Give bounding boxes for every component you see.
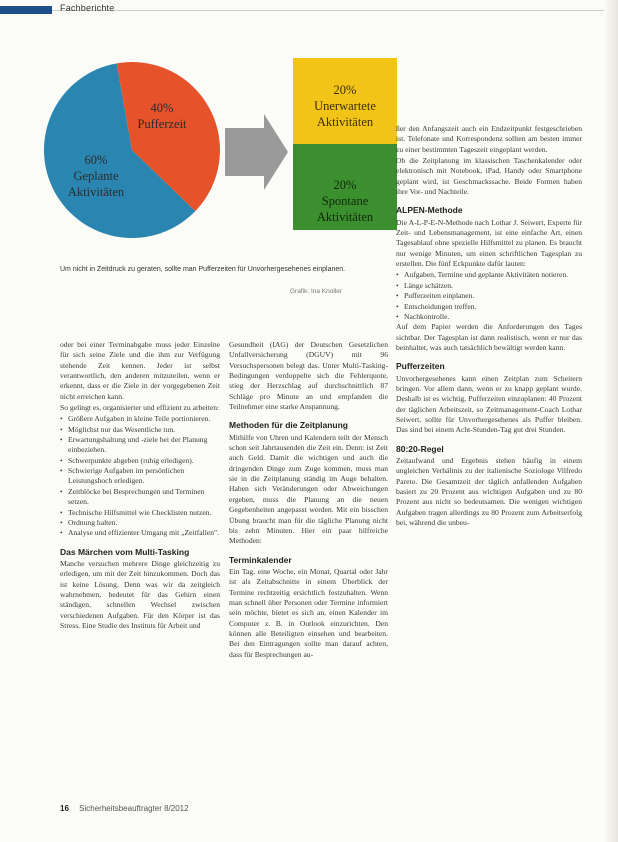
section-heading: Terminkalender [229,554,292,565]
paragraph: Ein Tag, eine Woche, ein Monat, Quartal oder Jahr ist als Zeitabschnitte in einem Überblick der Termine rechtzeitig ersichtlich festzuhalten. Wenn man schnell über Personen oder Termine informiert sein möchte, bietet es sich an, einen Kalender im Computer z. B. in Outlook einzurichten. Den können alle Beteiligten einsehen und bearbeiten. Bei den Eintragungen sollte man darauf achten, dass für Besprechungen au- [229,566,388,659]
column-right [396,124,582,529]
list-item: • Möglichst nur das Wesentliche tun. [60,425,220,435]
list-item: • Nachkontrolle. [396,312,582,322]
time-allocation-figure [40,40,420,262]
pie-label-buffer: Pufferzeit [137,117,187,131]
paragraph: Zeitaufwand und Ergebnis stehen häufig in einem ungleichen Verhältnis zu der italienische Soziologe Vilfredo Pareto. Die Gesamtzeit der täglich anfallenden Aufgaben basiert zu 20 Prozent aus wichtigen Aufgaben und zu 80 Prozent aus nicht so bedeutsamen. Die wenigen wichtigen Aufgaben tragen allerdings zu 80 Prozent zum Arbeitserfolg bei, während die unbeu- [396,455,582,528]
paragraph: Auf dem Papier werden die Anforderungen des Tages sichtbar. Der Tagesplan ist dann realistisch, wenn er nur das beinhaltet, was auch tatsächlich bewältigt werden kann. [396,322,582,352]
paragraph: oder bei einer Terminabgabe muss jeder Einzelne für sich seine Ziele und die ihm zur Verfügung stehende Zeit kennen. Jeder ist selbst verantwortlich, den anderen mitzuteilen, wenn er erkennt, dass er die Ziele in der vorgegebenen Zeit nicht erreichen kann. [60,340,220,401]
list-item: • Entscheidungen treffen. [396,302,582,312]
section-heading: Das Märchen vom Multi-Tasking [60,546,190,557]
paragraph: So gelingt es, organisierter und effizient zu arbeiten: [60,403,220,413]
paragraph: Ob die Zeitplanung im klassischen Taschenkalender oder elektronisch mit Notebook, iPad, Handy oder Smartphone geplant wird, ist Geschmackssache. Beide Formen haben ihre Vor- und Nachteile. [396,156,582,197]
list-item: • Schwierige Aufgaben im persönlichen Leistungshoch erledigen. [60,466,220,487]
paragraph: Mithilfe von Uhren und Kalendern teilt der Mensch schon seit Jahrtausenden die Zeit ein. Denn: ist Zeit auch Geld. Damit die wichtigen und auch die dringenden Dinge zum Zuge kommen, muss man sie in die Zeitplanung ständig im Auge behalten. Haben sich Veränderungen oder Abweichungen ergeben, muss die Planung an die neuen Gegebenheiten angepasst werden. Mit ein bisschen Übung braucht man für die tägliche Planung nicht bis zehn Minuten. Hier ein paar hilfreiche Methoden: [229,432,388,546]
page-edge-shadow [604,0,618,842]
box-unexpected-line2: Aktivitäten [316,115,374,129]
pie-label-buffer-pct: 40% [150,101,174,115]
pie-chart [44,62,220,238]
page-number: 16 [60,804,69,813]
header-accent-bar [0,6,52,14]
box-spontaneous-line2: Aktivitäten [316,210,374,224]
figure-caption: Um nicht in Zeitdruck zu geraten, sollte man Pufferzeiten für Unvorhergesehenes einplanen. [60,266,346,273]
box-spontaneous-line1: Spontane [321,194,369,208]
page-footer [60,804,189,813]
list-item: • Aufgaben, Termine und geplante Aktivitäten notieren. [396,270,582,280]
paragraph: Die A-L-P-E-N-Methode nach Lothar J. Seiwert, Experte für Zeit- und Lebensmanagement, ist eine einfache Art, einen Tagesablauf ohne spezielle Hilfsmittel zu planen. Es braucht nur wenige Minuten, um einen schriftlichen Tagesplan zu erstellen. Die fünf Eckpunkte dafür lauten: [396,217,582,269]
list-item: • Größere Aufgaben in kleine Teile portionieren. [60,414,220,424]
pie-label-planned-pct: 60% [84,153,108,167]
box-unexpected-pct: 20% [333,83,357,97]
list-item: • Länge schätzen. [396,281,582,291]
list-item: • Zeitblöcke bei Besprechungen und Terminen setzen. [60,487,220,508]
alpen-list [396,270,582,322]
list-item: • Ordnung halten. [60,518,220,528]
list-item: • Technische Hilfsmittel wie Checklisten nutzen. [60,508,220,518]
paragraph: Manche versuchen mehrere Dinge gleichzeitig zu erledigen, um mit der Zeit hinzukommen. Doch das ist keine Lösung. Denn was wir da zeitgleich wahrnehmen, bedeutet für das Gehirn einen ständigen, schnellen Wechsel zwischen verschiedenen Aufgaben. Für den Körper ist das Stress. Eine Studie des Instituts für Arbeit und [60,558,220,630]
list-item: • Pufferzeiten einplanen. [396,291,582,301]
tips-list [60,414,220,538]
section-heading: Methoden für die Zeitplanung [229,420,348,431]
column-middle [229,340,388,661]
section-heading: Pufferzeiten [396,361,445,372]
section-heading: 80:20-Regel [396,443,444,454]
box-spontaneous-pct: 20% [333,178,357,192]
pie-label-planned-1: Geplante [73,169,119,183]
list-item: • Erwartungshaltung und -ziele bei der Planung einbeziehen. [60,435,220,456]
pie-label-planned-2: Aktivitäten [67,185,125,199]
box-unexpected-line1: Unerwartete [314,99,376,113]
paragraph: Unvorhergesehenes kann einen Zeitplan zum Scheitern bringen. Vor allem dann, wenn er zu knapp geplant wurde. Deshalb ist es wichtig, Pufferzeiten einzuplanen: 40 Prozent der täglichen Arbeitszeit, so Zeitmanagement-Coach Lothar Seiwert, sollte für Unvorhergesehenes als Puffer bleiben. Das sind bei einem Acht-Stunden-Tag gut drei Stunden. [396,373,582,435]
arrow-icon [225,114,288,190]
publication-name: Sicherheitsbeauftragter 8/2012 [79,804,189,813]
figure-credit: Grafik: Ina Knoller [290,288,343,295]
paragraph: ßer den Anfangszeit auch ein Endzeitpunkt festgeschrieben ist. Telefonate und Korrespondenz sollten am besten immer zu einer bestimmten Tageszeit eingeplant werden. [396,124,582,154]
section-heading: ALPEN-Methode [396,205,463,216]
list-item: • Analyse und effizienter Umgang mit „Zeitfallen". [60,528,220,538]
column-left [60,340,220,632]
paragraph: Gesundheit (IAG) der Deutschen Gesetzlichen Unfallversicherung (DGUV) mit 96 Versuchspersonen belegt das. Unter Multi-Tasking-Bedingungen verdoppelte sich die Fehlerquote, stieg der Herzschlag auf durchschnittlich 87 Schläge pro Minute an und empfanden die Teilnehmer eine starke Anspannung. [229,340,388,412]
header-rule [52,10,618,11]
list-item: • Schwerpunkte abgeben (ruhig erledigen). [60,456,220,466]
section-label: Fachberichte [60,3,115,13]
